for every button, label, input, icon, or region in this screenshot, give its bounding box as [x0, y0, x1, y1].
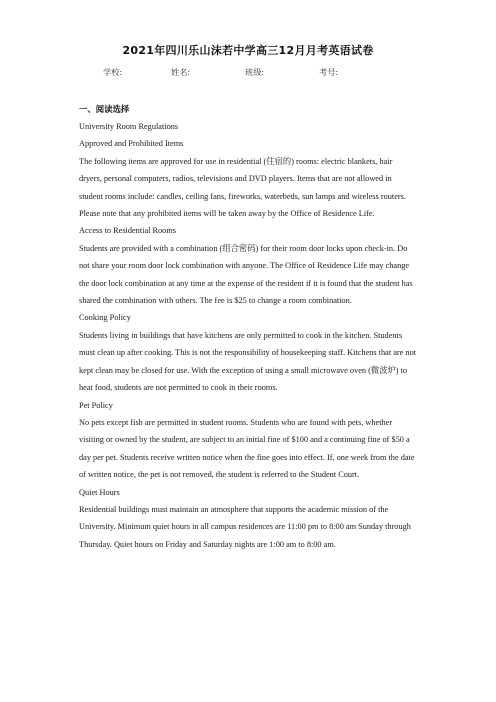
- number-label: 考号:: [319, 67, 339, 77]
- student-info-row: [103, 67, 433, 78]
- name-label: 姓名:: [171, 67, 191, 77]
- paragraph-access: Students are provided with a combination (组合密码) for their room door locks upon check-in. Do not share your room door lock combination with anyone. The Office of Residence Life may change the door lock combination at any time at the expense of the resident if it is found that the student has shared the combination with others. The fee is $25 to change a room combination.: [79, 243, 413, 306]
- paragraph-quiet: Residential buildings must maintain an atmosphere that supports the academic mission of the University. Minimum quiet hours in all campus residences are 11:00 pm to 8:00 am Sunday through Thursday. Quiet hours on Friday and Saturday nights are 1:00 am to 8:00 am.: [79, 504, 411, 549]
- class-label: 班级:: [245, 67, 265, 77]
- subheading-pet: Pet Policy: [79, 400, 113, 410]
- paragraph-approved-items: The following items are approved for use in residential (住宿的) rooms: electric blankets, hair dryers, personal computers, radios, televisions and DVD players. Items that are not allowed in student rooms include: candles, ceiling fans, fireworks, waterbeds, sun lamps and wireless routers. Please note that any prohibited items will be taken away by the Office of Residence Life.: [79, 156, 406, 219]
- paragraph-cooking: Students living in buildings that have kitchens are only permitted to cook in the kitchen. Students must clean up after cooking. This is not the responsibility of housekeeping staff. Kitchens that are not kept clean may be closed for use. With the exception of using a small microwave oven (微波炉) to heat food, students are not permitted to cook in their rooms.: [79, 330, 417, 393]
- subheading-access: Access to Residential Rooms: [79, 226, 177, 236]
- page-title: 2021年四川乐山沫若中学高三12月月考英语试卷: [122, 44, 374, 57]
- subheading-approved-items: Approved and Prohibited Items: [79, 139, 184, 149]
- subheading-quiet: Quiet Hours: [79, 487, 120, 497]
- subheading-cooking: Cooking Policy: [79, 313, 131, 323]
- section-heading: 一、阅读选择: [79, 104, 130, 114]
- paragraph-pet: No pets except fish are permitted in student rooms. Students who are found with pets, whether visiting or owned by the student, are subject to an initial fine of $100 and a continuing fine of $50 a day per pet. Students receive written notice when the fine goes into effect. If, one week from the date of written notice, the pet is not removed, the student is referred to the Student Court.: [79, 417, 415, 480]
- passage-heading: University Room Regulations: [79, 122, 179, 131]
- school-label: 学校:: [103, 67, 123, 77]
- passage: [79, 118, 417, 553]
